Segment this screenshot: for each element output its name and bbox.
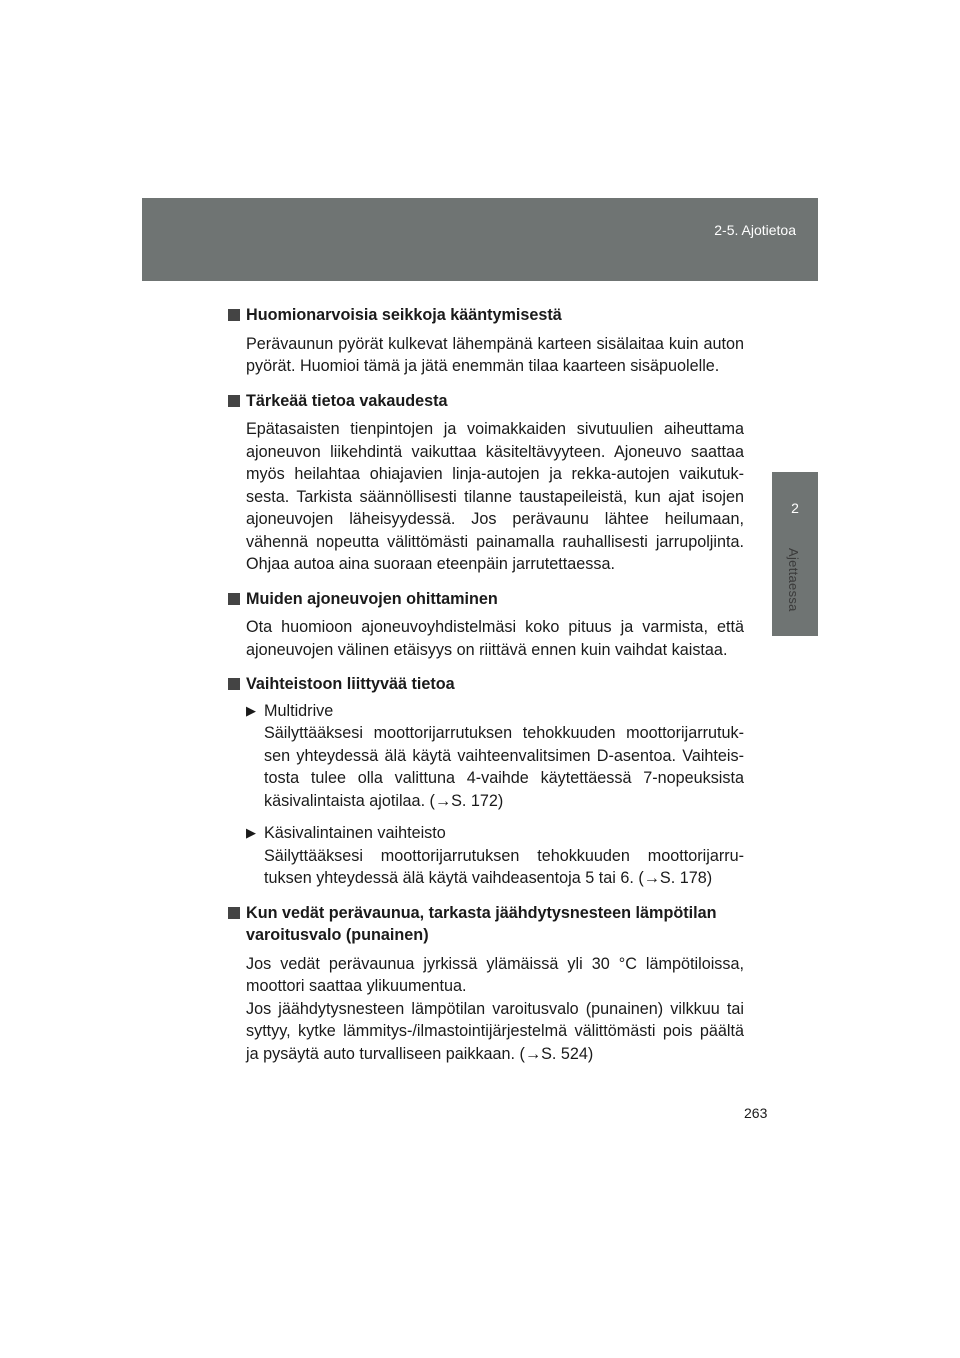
section-overtaking	[228, 588, 744, 662]
subitem-body: Säilyttääksesi moottorijarrutuksen tehokkuuden moottorijarrutuksen yhteydessä älä käytä vaihdeasentoja 5 tai 6. (→S. 178)	[264, 846, 744, 887]
page-number: 263	[744, 1105, 768, 1121]
square-bullet-icon	[228, 309, 240, 321]
triangle-right-icon: ▶	[246, 702, 256, 718]
paragraph: Jos vedät perävaunua jyrkissä ylämäissä yli 30 °C lämpötiloissa, moottori saattaa ylikuumentua.	[246, 954, 744, 995]
subitem-title: Multidrive	[264, 701, 334, 720]
section-heading: Tärkeää tietoa vakaudesta	[246, 391, 448, 410]
section-title: 2-5. Ajotietoa	[714, 222, 796, 238]
section-transmission	[228, 673, 744, 890]
section-heading: Kun vedät perävaunua, tarkasta jäähdytysnesteen lämpötilan varoitusvalo (punainen)	[246, 903, 717, 944]
subitem-title: Käsivalintainen vaihteisto	[264, 824, 446, 842]
square-bullet-icon	[228, 395, 240, 407]
chapter-number: 2	[791, 500, 799, 516]
square-bullet-icon	[228, 678, 240, 690]
subitem-manual	[228, 822, 744, 890]
paragraph: Jos jäähdytysnesteen lämpötilan varoitusvalo (punainen) vilkkuu tai syttyy, kytke lämmitys-/ilmastointijärjestelmä välittömästi pois päältä ja pysäytä auto turvalliseen paikkaan. (→S. 524)	[246, 999, 744, 1063]
triangle-right-icon: ▶	[246, 825, 256, 840]
section-heading: Huomionarvoisia seikkoja kääntymisestä	[246, 306, 562, 324]
subitem-multidrive	[228, 700, 744, 813]
square-bullet-icon	[228, 907, 240, 919]
section-heading: Muiden ajoneuvojen ohittaminen	[246, 589, 498, 608]
square-bullet-icon	[228, 593, 240, 605]
paragraph: Epätasaisten tienpintojen ja voimakkaiden sivutuulien aiheuttama ajoneuvon liikehdintä vaikuttaa käsiteltävyyteen. Ajoneuvo saattaa myös heilahtaa ohiajavien linja-autojen ja rekka-autojen vaikutuksesta. Tarkista säännöllisesti tilanne taustapeileistä, kun ajat isojen ajoneuvojen läheisyydessä. Jos perävaunu lähtee heilumaan, vähennä nopeutta välittömästi painamalla rauhallisesti jarrupoljinta. Ohjaa autoa aina suoraan eteenpäin jarrutettaessa.	[246, 420, 744, 573]
page-content	[228, 304, 744, 1077]
section-heading: Vaihteistoon liittyvää tietoa	[246, 675, 455, 693]
paragraph: Perävaunun pyörät kulkevat lähempänä karteen sisälaitaa kuin auton pyörät. Huomioi tämä ja jätä enemmän tilaa kaarteen sisäpuolelle.	[246, 334, 744, 375]
subitem-body: Säilyttääksesi moottorijarrutuksen tehokkuuden moottorijarrutuksen yhteydessä älä käytä vaihteenvalitsimen D-asentoa. Vaihteistosta tulee olla valittuna 4-vaihde käytettäessä 7-nopeuksista käsivalintaista ajotilaa. (→S. 172)	[264, 724, 744, 810]
section-stability	[228, 390, 744, 576]
header-band	[142, 198, 818, 281]
section-coolant	[228, 902, 744, 1066]
chapter-label: Ajettaessa	[786, 548, 801, 612]
paragraph: Ota huomioon ajoneuvoyhdistelmäsi koko pituus ja varmista, että ajoneuvojen välinen etäisyys on riittävä ennen kuin vaihdat kaistaa.	[246, 618, 744, 659]
section-turning	[228, 304, 744, 378]
